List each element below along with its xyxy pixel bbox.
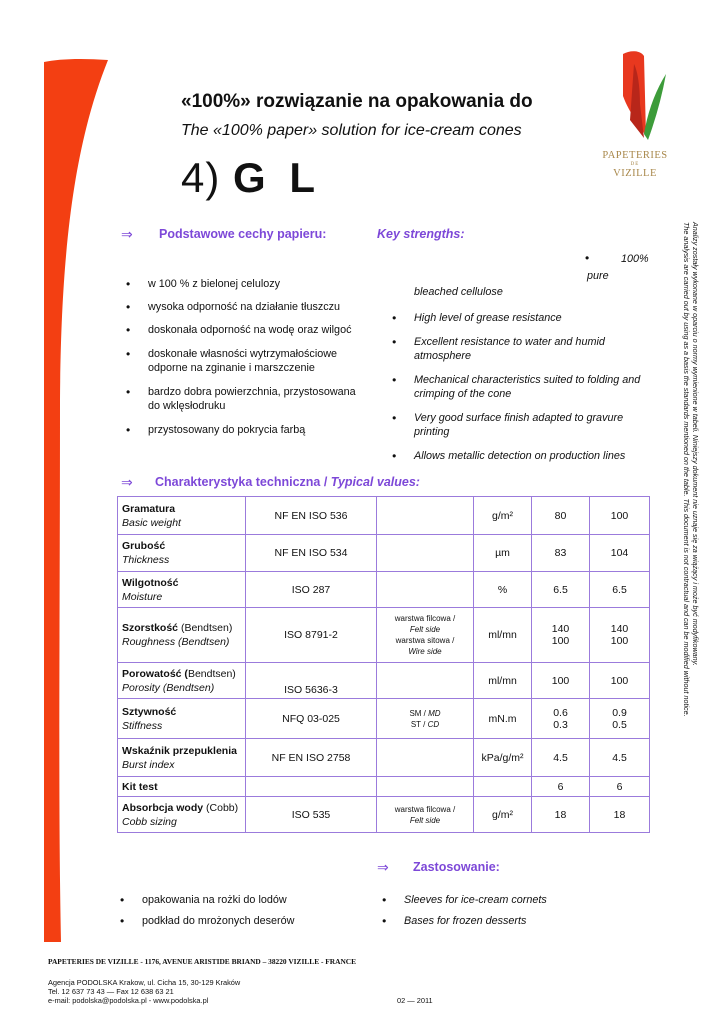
condition-cell (377, 497, 474, 535)
value-b: 0.3 (553, 718, 568, 731)
value-a: 140 (551, 623, 570, 635)
condition-cell (377, 663, 474, 699)
standard-cell: NFQ 03-025 (246, 699, 377, 739)
arrow-icon: ⇒ (121, 226, 133, 242)
title-polish: «100%» rozwiązanie na opakowania do (181, 91, 533, 112)
param-name-pl: Grubość (122, 540, 166, 552)
logo-text (594, 150, 676, 179)
condition-cell (377, 608, 474, 663)
applications-list-pl (108, 893, 368, 928)
standard-cell: NF EN ISO 536 (246, 497, 377, 535)
value-100-cell (590, 535, 650, 572)
condition-2: warstwa sitowa / (395, 636, 455, 645)
bullet-icon: • (585, 251, 590, 265)
value-100-cell (590, 777, 650, 797)
value-a: 80 (554, 509, 567, 522)
condition-cell (377, 797, 474, 833)
table-row (118, 739, 650, 777)
param-name-en: Burst index (122, 758, 175, 771)
standard-cell (246, 777, 377, 797)
param-cell (118, 777, 246, 797)
unit-cell: mN.m (474, 699, 532, 739)
footer-email: e-mail: podolska@podolska.pl - www.podolska.pl (48, 996, 209, 1005)
product-number: 4) (181, 154, 221, 201)
value-a: 83 (554, 547, 567, 559)
condition-1-en: Felt side (409, 815, 441, 825)
list-item: • Very good surface finish adapted to gravure printing (380, 411, 658, 440)
footer-date: 02 — 2011 (397, 996, 433, 1005)
table-row (118, 535, 650, 572)
tech-heading-pl: Charakterystyka techniczna / (155, 475, 331, 489)
value-100-cell (590, 699, 650, 739)
en-first-part-a: 100% (621, 253, 649, 265)
list-item: • Mechanical characteristics suited to folding and crimping of the cone (380, 373, 658, 402)
logo-line-3: VIZILLE (613, 168, 657, 179)
param-name-pl: Wskaźnik przepuklenia (122, 744, 237, 757)
list-item: • opakowania na rożki do lodów (108, 893, 368, 908)
value-a: 100 (610, 674, 629, 687)
list-item: • w 100 % z bielonej celulozy (114, 277, 370, 292)
param-name-extra: (Cobb) (203, 801, 239, 814)
condition-1: warstwa filcowa / (394, 614, 456, 623)
list-item: • Excellent resistance to water and humid atmosphere (380, 335, 658, 364)
en-first-part-b: pure (587, 270, 609, 282)
param-cell (118, 497, 246, 535)
value-80-cell (532, 699, 590, 739)
table-row (118, 797, 650, 833)
standard-cell: NF EN ISO 534 (246, 535, 377, 572)
condition-cell (377, 535, 474, 572)
vizille-logo-icon (618, 44, 668, 144)
technical-values-table (117, 496, 650, 833)
param-name-pl: Sztywność (122, 705, 177, 718)
disclaimer-en: The analysis are carried out by using as a basis the standards mentioned on the table. This document is not contractual and can be modified without notice. (682, 222, 691, 717)
list-item: • przystosowany do pokrycia farbą (114, 423, 370, 438)
disclaimer-pl: Analizy zostały wykonane w oparciu o normy wymienione w tabeli. Niniejszy dokument nie uznaje się za wiążący i może być modyfikowany. (691, 222, 700, 666)
strengths-heading-pl: Podstawowe cechy papieru: (159, 227, 327, 241)
value-80-cell (532, 663, 590, 699)
value-80-cell (532, 608, 590, 663)
value-a: 4.5 (553, 751, 568, 764)
condition-2-en: CD (427, 719, 440, 729)
condition-1-en: Felt side (409, 625, 441, 634)
tech-heading (155, 475, 420, 489)
param-name-en: Roughness (Bendtsen) (122, 636, 230, 648)
condition-cell (377, 699, 474, 739)
footer-company: PAPETERIES DE VIZILLE - 1176, AVENUE ARISTIDE BRIAND – 38220 VIZILLE - FRANCE (48, 957, 357, 966)
value-100-cell (590, 497, 650, 535)
param-cell (118, 797, 246, 833)
param-name-pl: Szorstkość (122, 622, 179, 634)
param-cell (118, 608, 246, 663)
value-a: 0.9 (612, 706, 627, 719)
list-item: • podkład do mrożonych deserów (108, 914, 368, 929)
unit-cell: g/m² (474, 797, 532, 833)
value-a: 18 (554, 808, 567, 821)
list-item: • doskonała odporność na wodę oraz wilgoć (114, 323, 370, 338)
value-80-cell (532, 739, 590, 777)
title-english: The «100% paper» solution for ice-cream cones (181, 122, 522, 139)
side-disclaimer (682, 222, 700, 767)
list-item: • doskonałe własności wytrzymałościowe odporne na zginanie i marszczenie (114, 347, 370, 376)
unit-cell: g/m² (474, 497, 532, 535)
param-name-extra: (Bendtsen) (178, 622, 233, 634)
list-item: • wysoka odporność na działanie tłuszczu (114, 300, 370, 315)
en-first-part-c: bleached cellulose (414, 286, 503, 298)
table-row (118, 699, 650, 739)
list-item: • Allows metallic detection on production lines (380, 449, 658, 464)
condition-cell (377, 739, 474, 777)
value-a: 4.5 (612, 751, 627, 764)
standard-cell: ISO 5636-3 (246, 663, 377, 699)
standard-cell: ISO 535 (246, 797, 377, 833)
logo-line-2: DE (630, 162, 640, 167)
value-a: 6 (616, 780, 623, 793)
param-name-en: Cobb sizing (122, 815, 177, 828)
table-row (118, 497, 650, 535)
unit-cell: % (474, 572, 532, 608)
standard-cell: NF EN ISO 2758 (246, 739, 377, 777)
param-cell (118, 663, 246, 699)
applications-heading: Zastosowanie: (413, 860, 500, 874)
condition-2: ST / (410, 719, 428, 729)
value-100-cell (590, 663, 650, 699)
param-name-extra: Bendtsen) (187, 667, 236, 680)
applications-list-en (370, 893, 650, 928)
value-100-cell (590, 608, 650, 663)
footer-agency: Agencja PODOLSKA Krakow, ul. Cicha 15, 30-129 Kraków (48, 978, 241, 987)
condition-cell (377, 777, 474, 797)
param-cell (118, 535, 246, 572)
param-name-en: Basic weight (122, 516, 181, 529)
param-name-pl: Absorbcja wody (122, 801, 204, 814)
unit-cell: ml/mn (474, 608, 532, 663)
product-name: G L (233, 154, 322, 201)
table-row (118, 777, 650, 797)
standard-cell: ISO 8791-2 (246, 608, 377, 663)
param-name-pl: Porowatość ( (122, 667, 188, 680)
value-80-cell (532, 797, 590, 833)
value-100-cell (590, 572, 650, 608)
value-a: 140 (610, 623, 629, 635)
param-name-pl: Wilgotność (122, 576, 179, 589)
value-80-cell (532, 497, 590, 535)
strengths-list-en (380, 311, 658, 463)
param-name-pl: Gramatura (122, 502, 176, 515)
strengths-heading-en: Key strengths: (377, 227, 465, 241)
value-80-cell (532, 572, 590, 608)
unit-cell: µm (474, 535, 532, 572)
value-a: 0.6 (553, 706, 568, 719)
unit-cell: ml/mn (474, 663, 532, 699)
condition-1-en: MD (428, 708, 441, 718)
value-80-cell (532, 777, 590, 797)
list-item: • High level of grease resistance (380, 311, 658, 326)
product-code (181, 154, 321, 202)
value-b: 100 (551, 635, 570, 647)
table-row (118, 608, 650, 663)
logo-line-1: PAPETERIES (602, 150, 668, 161)
param-name-en: Stiffness (122, 719, 163, 732)
condition-2-en: Wire side (408, 647, 442, 656)
param-name-en: Moisture (122, 590, 163, 603)
condition-1: SM / (409, 708, 429, 718)
standard-cell: ISO 287 (246, 572, 377, 608)
value-a: 100 (551, 674, 570, 687)
footer-phone: Tel. 12 637 73 43 — Fax 12 638 63 21 (48, 987, 174, 996)
value-100-cell (590, 739, 650, 777)
param-cell (118, 699, 246, 739)
value-80-cell (532, 535, 590, 572)
arrow-icon: ⇒ (377, 859, 389, 875)
tech-heading-en: Typical values: (330, 475, 420, 489)
unit-cell (474, 777, 532, 797)
value-a: 18 (613, 808, 626, 821)
param-name-pl: Kit test (122, 780, 158, 793)
value-a: 6.5 (553, 583, 568, 596)
value-b: 0.5 (612, 718, 627, 731)
value-a: 100 (610, 509, 629, 522)
param-cell (118, 739, 246, 777)
list-item: • Bases for frozen desserts (370, 914, 650, 929)
table-row (118, 572, 650, 608)
value-b: 100 (610, 635, 629, 647)
condition-1: warstwa filcowa / (394, 804, 456, 814)
value-a: 6 (557, 780, 564, 793)
value-100-cell (590, 797, 650, 833)
strengths-list-pl (114, 277, 370, 437)
value-a: 6.5 (612, 583, 627, 596)
param-name-en: Thickness (122, 554, 170, 566)
table-row (118, 663, 650, 699)
arrow-icon: ⇒ (121, 474, 133, 490)
value-a: 104 (610, 547, 629, 559)
condition-cell (377, 572, 474, 608)
list-item: • bardzo dobra powierzchnia, przystosowana do wklęsłodruku (114, 385, 370, 414)
param-cell (118, 572, 246, 608)
unit-cell: kPa/g/m² (474, 739, 532, 777)
param-name-en: Porosity (Bendtsen) (122, 681, 215, 694)
list-item: • Sleeves for ice-cream cornets (370, 893, 650, 908)
